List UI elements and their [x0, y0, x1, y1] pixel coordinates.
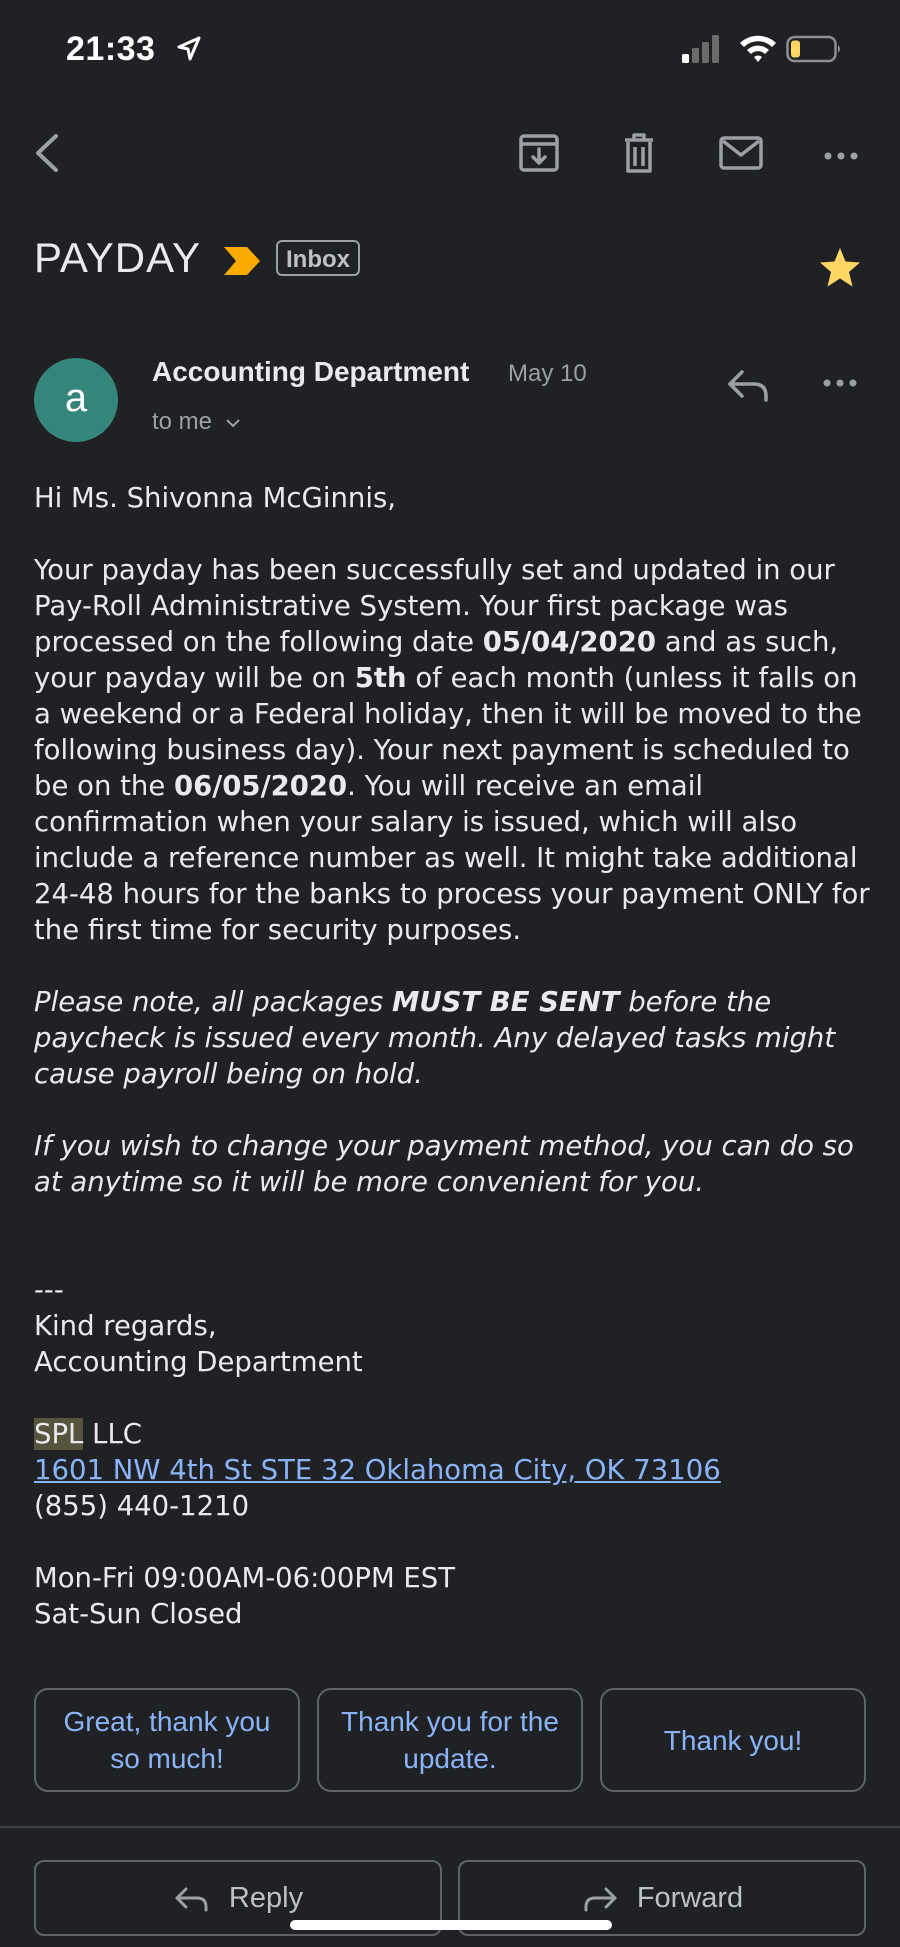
smart-reply-3[interactable]: Thank you!: [600, 1688, 866, 1792]
signature-department: Accounting Department: [34, 1346, 363, 1378]
phone-number[interactable]: (855) 440-1210: [34, 1490, 250, 1522]
greeting: Hi Ms. Shivonna McGinnis,: [34, 482, 397, 514]
smart-reply-2[interactable]: Thank you for the update.: [317, 1688, 583, 1792]
reply-label: Reply: [228, 1881, 304, 1914]
back-arrow-icon[interactable]: [26, 130, 72, 176]
archive-icon[interactable]: [516, 130, 562, 176]
more-options-icon[interactable]: [818, 130, 864, 176]
smart-reply-1[interactable]: Great, thank you so much!: [34, 1688, 300, 1792]
status-time: 21:33: [66, 30, 156, 68]
forward-arrow-icon: [581, 1883, 619, 1913]
signature-separator: ---: [34, 1274, 64, 1306]
battery-low-icon: [786, 34, 844, 64]
sender-avatar[interactable]: a: [34, 358, 118, 442]
message-more-icon[interactable]: [820, 368, 860, 398]
location-arrow-icon: [176, 34, 202, 64]
body-paragraph-2: Please note, all packages MUST BE SENT before the paycheck is issued every month. Any delayed tasks might cause payroll being on hold.: [34, 986, 836, 1090]
star-icon[interactable]: [818, 246, 862, 290]
cellular-signal-icon: [682, 34, 722, 64]
email-date: May 10: [508, 360, 587, 387]
hours-weekday: Mon-Fri 09:00AM-06:00PM EST: [34, 1562, 456, 1594]
signature-regards: Kind regards,: [34, 1310, 217, 1342]
mark-unread-icon[interactable]: [718, 130, 764, 176]
company-name: SPL LLC: [34, 1418, 142, 1450]
wifi-icon: [738, 32, 778, 64]
body-paragraph-3: If you wish to change your payment method, you can do so at anytime so it will be more convenient for you.: [34, 1130, 854, 1198]
recipient-label: to me: [152, 408, 213, 435]
reply-icon[interactable]: [724, 364, 774, 404]
email-subject: PAYDAY: [34, 234, 202, 281]
forward-label: Forward: [636, 1881, 744, 1914]
divider: [0, 1826, 900, 1828]
reply-arrow-icon: [173, 1883, 211, 1913]
importance-marker-icon[interactable]: [222, 244, 262, 278]
address-link[interactable]: 1601 NW 4th St STE 32 Oklahoma City, OK 73106: [34, 1454, 721, 1486]
hours-weekend: Sat-Sun Closed: [34, 1598, 243, 1630]
home-indicator[interactable]: [290, 1920, 612, 1930]
email-body: [34, 480, 874, 1632]
chevron-down-icon: [225, 418, 241, 428]
sender-name[interactable]: Accounting Department: [152, 356, 470, 387]
delete-icon[interactable]: [616, 130, 662, 176]
body-paragraph-1: Your payday has been successfully set and updated in our Pay-Roll Administrative System. Your first package was processed on the following date 05/04/2020 and as such, your payday will be on 5th of each month (unless it falls on a weekend or a Federal holiday, then it will be moved to the following business day). Your next payment is scheduled to be on the 06/05/2020. You will receive an email confirmation when your salary is issued, which will also include a reference number as well. It might take additional 24-48 hours for the banks to process your payment ONLY for the first time for security purposes.: [34, 554, 870, 946]
inbox-label-chip[interactable]: Inbox: [276, 240, 360, 276]
recipient-details-toggle[interactable]: [152, 408, 241, 436]
